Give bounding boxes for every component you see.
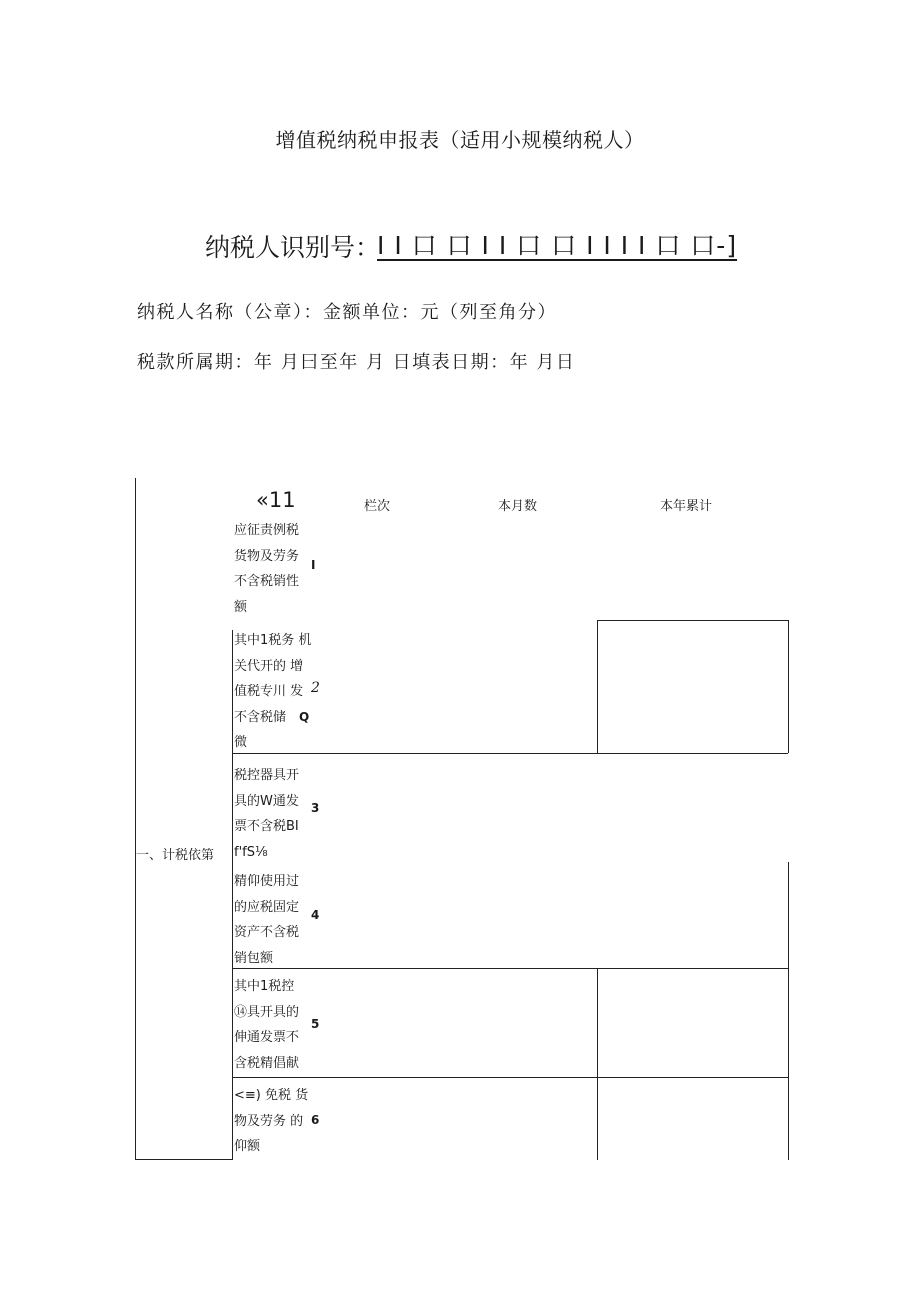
row-1-line-3: 不含税销性 xyxy=(234,574,300,589)
row2-box-left xyxy=(597,620,598,753)
row-3-line-4: f'fS⅛ xyxy=(234,844,268,860)
row-2-line-5: 微 xyxy=(234,735,248,750)
taxpayer-id-boxes: I I 口 口 I I 口 口 I I I I 口 口-] xyxy=(377,231,738,260)
month-column-line xyxy=(597,968,598,1160)
row-4-number: 4 xyxy=(311,908,320,922)
row-2-line-4: 不含税储 xyxy=(234,709,287,725)
row-6-line-2: 物及劳务 的 xyxy=(234,1113,304,1129)
row4-bottom-line xyxy=(232,968,788,969)
row-2-line-3: 值税专川 发 xyxy=(234,684,304,699)
row-1-line-1: 应征责例税 xyxy=(234,523,300,538)
row-1-line-2: 货物及劳务 xyxy=(234,548,300,564)
row-2-number: 2 xyxy=(311,680,320,696)
row2-box-right xyxy=(788,620,789,753)
row2-bottom-line xyxy=(232,753,788,754)
tax-period-line: 税款所属期：年 月曰至年 月 日填表日期：年 月日 xyxy=(137,352,576,373)
form-title: 增值税纳税申报表（适用小规模纳税人） xyxy=(275,128,645,152)
row-3-number: 3 xyxy=(311,801,320,815)
column-header-lanci: 栏次 xyxy=(364,499,391,514)
table-row-1-label xyxy=(234,518,299,620)
row-6-line-3: 仰额 xyxy=(234,1139,261,1154)
table-right-border xyxy=(788,862,789,1160)
row-3-line-3: 票不含税BI xyxy=(234,819,299,834)
row-1-number: I xyxy=(311,558,316,572)
row-4-line-1: 精仰使用过 xyxy=(234,874,300,889)
table-row-3-label xyxy=(234,763,299,865)
project-header: «11 xyxy=(256,488,296,512)
row-1-line-4: 额 xyxy=(234,599,248,615)
row-5-line-2: ⑭具开具的 xyxy=(234,1004,300,1020)
table-row-6-label xyxy=(234,1083,308,1160)
row-2-line-2: 关代开的 增 xyxy=(234,658,304,674)
row-2-number-extra: Q xyxy=(299,710,310,724)
row-5-line-3: 伸通发票不 xyxy=(234,1030,300,1045)
taxpayer-id-label: 纳税人识别号： xyxy=(205,233,381,262)
column-header-bennian: 本年累计 xyxy=(660,499,713,514)
row-6-number: 6 xyxy=(311,1113,320,1127)
row-4-line-2: 的应税固定 xyxy=(234,899,300,915)
column-header-benyue: 本月数 xyxy=(498,499,538,514)
row-5-number: 5 xyxy=(311,1017,320,1031)
table-row-2-label xyxy=(234,628,311,756)
section-label-tax-basis: 一、计税依第 xyxy=(136,848,215,863)
table-bottom-left-line xyxy=(135,1159,232,1160)
taxpayer-name-line: 纳税人名称（公章）：金额单位：元（列至角分） xyxy=(137,302,557,323)
row-4-line-4: 销包额 xyxy=(234,950,274,966)
row-6-line-1: <≡) 免税 货 xyxy=(234,1088,309,1103)
row-4-line-3: 资产不含税 xyxy=(234,925,300,940)
row-2-line-1: 其中1税务 机 xyxy=(234,633,312,648)
table-row-5-label xyxy=(234,974,299,1076)
table-left-border xyxy=(135,478,136,1160)
row2-box-top xyxy=(597,620,788,621)
row-5-line-1: 其中1税控 xyxy=(234,979,295,994)
row-3-line-1: 税控器具开 xyxy=(234,768,300,783)
row-5-line-4: 含税精倡献 xyxy=(234,1055,300,1071)
row-3-line-2: 具的W通发 xyxy=(234,793,299,809)
label-column-line xyxy=(232,630,233,1160)
row5-bottom-line xyxy=(232,1077,788,1078)
table-row-4-label xyxy=(234,869,299,971)
